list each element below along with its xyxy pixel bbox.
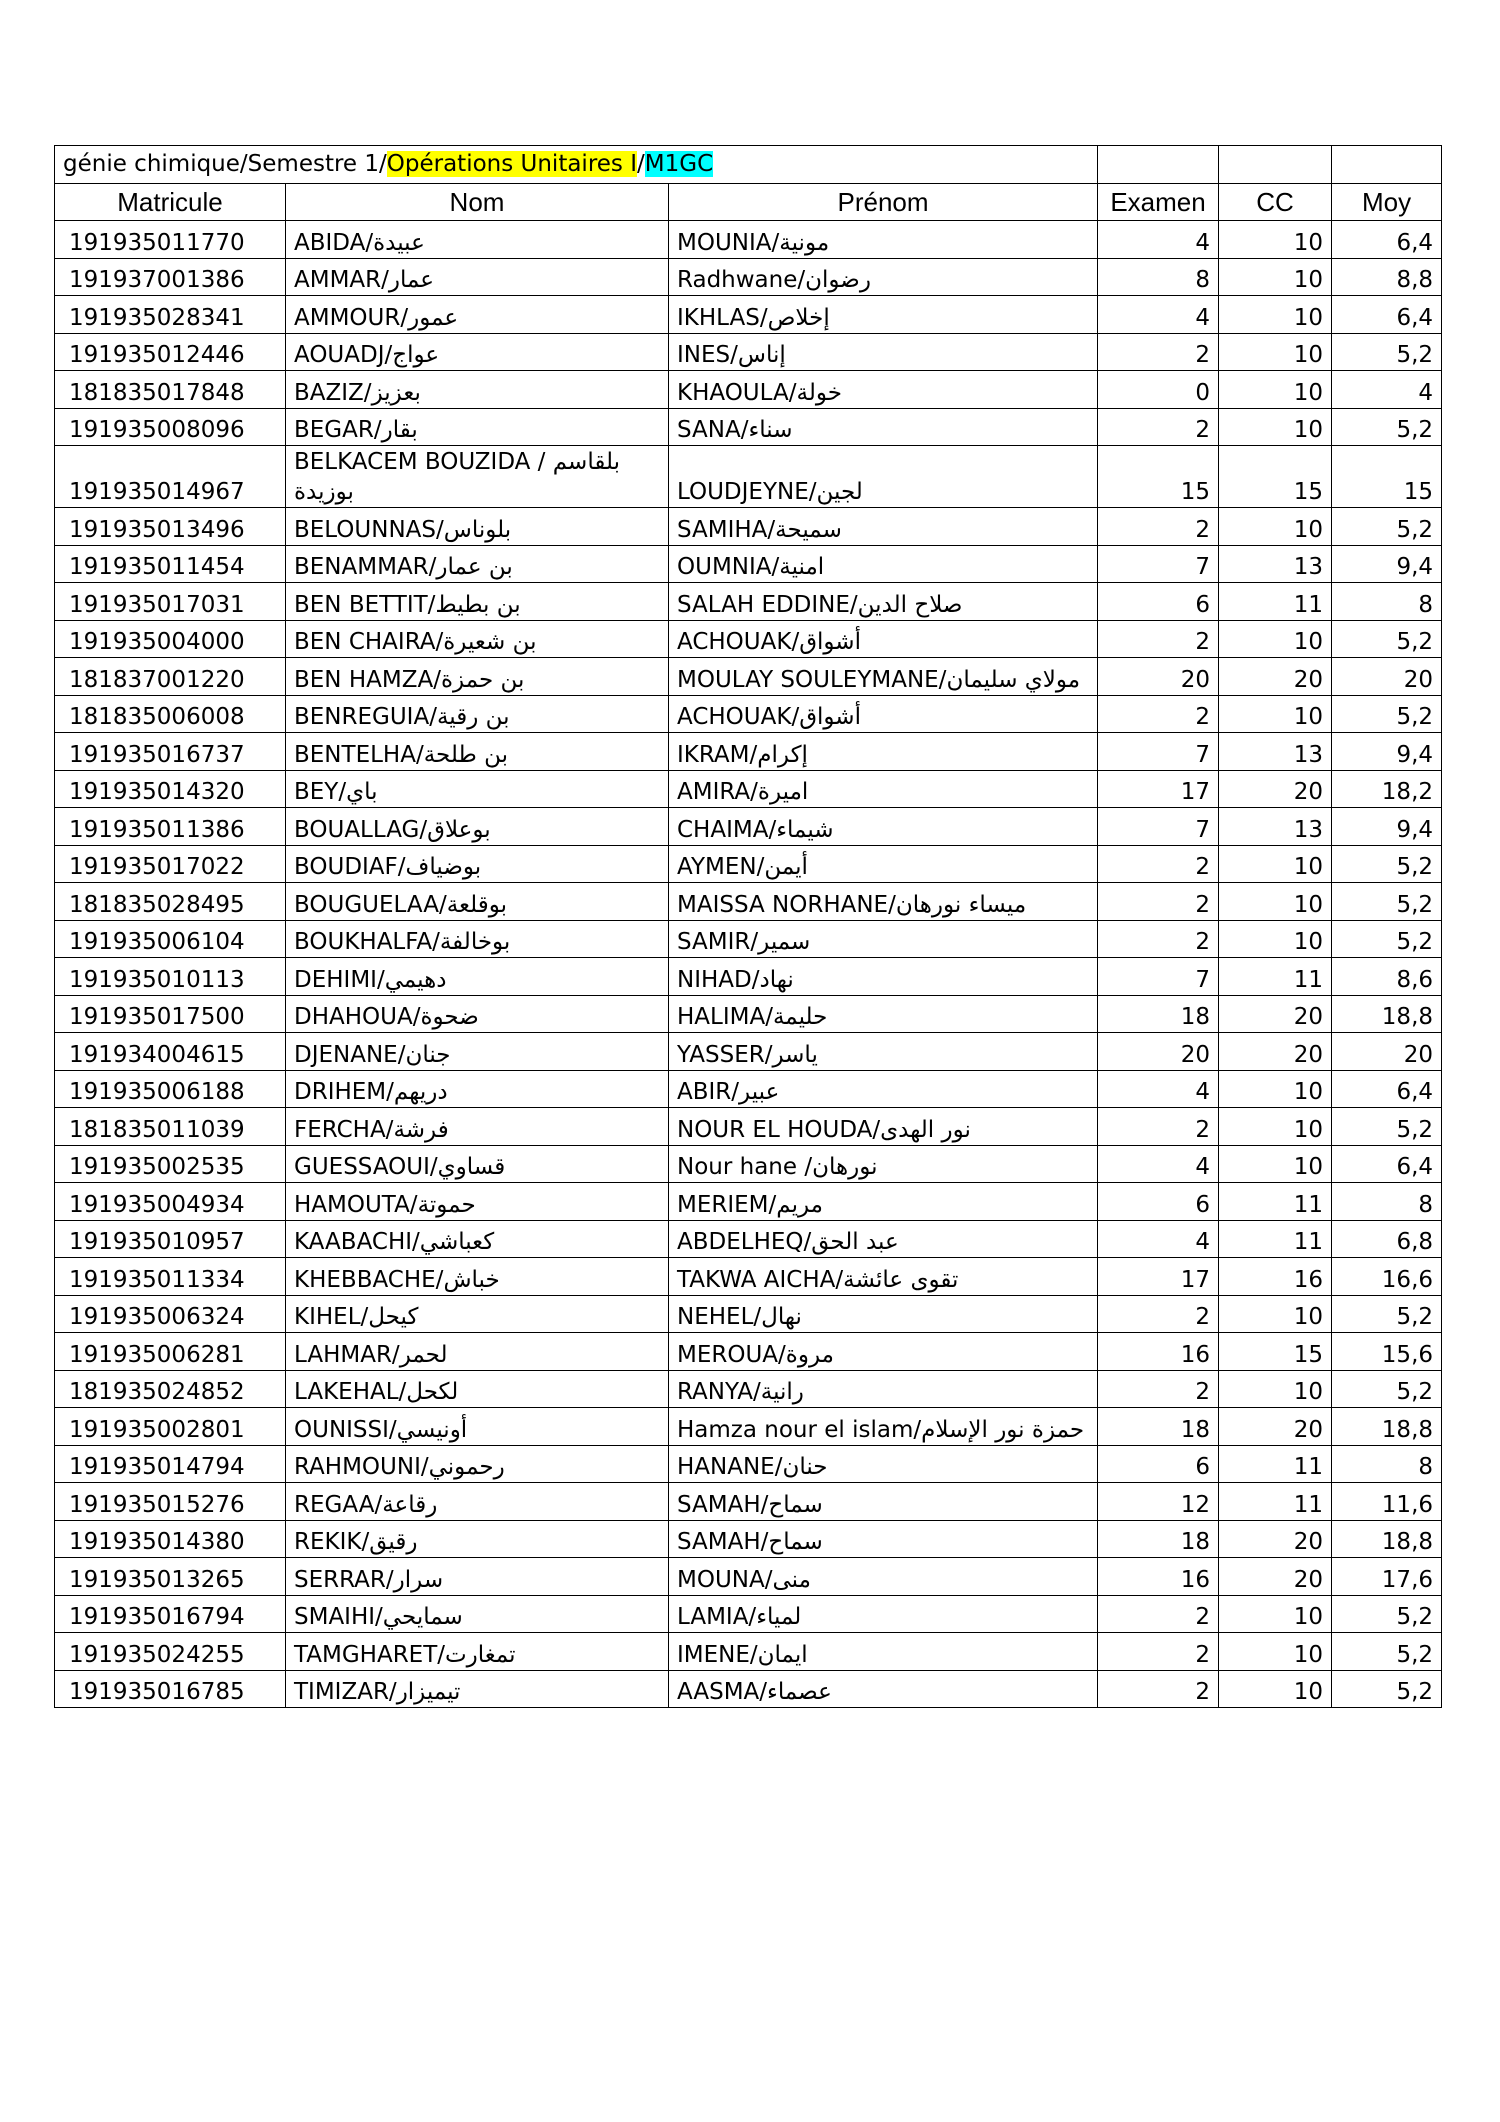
cell-nom: BENAMMAR/بن عمار (286, 545, 669, 583)
table-row (55, 545, 1442, 583)
cell-matricule: 191935006104 (55, 920, 286, 958)
cell-moy: 8,6 (1332, 958, 1442, 996)
cell-matricule: 191935012446 (55, 333, 286, 371)
cell-moy: 18,2 (1332, 770, 1442, 808)
table-row (55, 1483, 1442, 1521)
table-row (55, 1633, 1442, 1671)
cell-prenom: YASSER/ياسر (669, 1033, 1098, 1071)
cell-prenom: Radhwane/رضوان (669, 258, 1098, 296)
cell-matricule: 181835017848 (55, 371, 286, 409)
cell-prenom: AASMA/عصماء (669, 1670, 1098, 1708)
table-row (55, 1145, 1442, 1183)
cell-cc: 10 (1219, 920, 1332, 958)
cell-moy: 18,8 (1332, 1408, 1442, 1446)
cell-nom: AOUADJ/عواج (286, 333, 669, 371)
cell-examen: 7 (1098, 545, 1219, 583)
cell-matricule: 191935015276 (55, 1483, 286, 1521)
cell-prenom: ACHOUAK/أشواق (669, 695, 1098, 733)
cell-cc: 10 (1219, 508, 1332, 546)
cell-cc: 10 (1219, 371, 1332, 409)
table-row (55, 845, 1442, 883)
cell-nom: DHAHOUA/ضحوة (286, 995, 669, 1033)
cell-examen: 2 (1098, 1670, 1219, 1708)
cell-prenom: LAMIA/لمياء (669, 1595, 1098, 1633)
cell-nom: BEN CHAIRA/بن شعيرة (286, 620, 669, 658)
cell-prenom: AMIRA/اميرة (669, 770, 1098, 808)
cell-cc: 11 (1219, 1183, 1332, 1221)
cell-prenom: SAMIR/سمير (669, 920, 1098, 958)
cell-nom: HAMOUTA/حموتة (286, 1183, 669, 1221)
cell-examen: 18 (1098, 995, 1219, 1033)
table-row (55, 1520, 1442, 1558)
cell-moy: 8 (1332, 1183, 1442, 1221)
cell-prenom: SALAH EDDINE/صلاح الدين (669, 583, 1098, 621)
cell-cc: 20 (1219, 1558, 1332, 1596)
sheet-title (55, 146, 1098, 184)
cell-nom: BOUGUELAA/بوقلعة (286, 883, 669, 921)
cell-prenom: MEROUA/مروة (669, 1333, 1098, 1371)
cell-prenom: NEHEL/نهال (669, 1295, 1098, 1333)
cell-examen: 2 (1098, 883, 1219, 921)
table-row (55, 508, 1442, 546)
cell-examen: 6 (1098, 1183, 1219, 1221)
cell-nom: BAZIZ/بعزيز (286, 371, 669, 409)
cell-prenom: OUMNIA/امنية (669, 545, 1098, 583)
cell-examen: 2 (1098, 1295, 1219, 1333)
table-row (55, 958, 1442, 996)
header-prenom: Prénom (669, 183, 1098, 221)
table-row (55, 1595, 1442, 1633)
cell-matricule: 191935017500 (55, 995, 286, 1033)
cell-examen: 18 (1098, 1408, 1219, 1446)
table-row (55, 733, 1442, 771)
table-row (55, 446, 1442, 508)
cell-prenom: KHAOULA/خولة (669, 371, 1098, 409)
cell-nom: BEGAR/بقار (286, 408, 669, 446)
table-row (55, 770, 1442, 808)
title-separator: / (637, 151, 645, 178)
cell-matricule: 191935006324 (55, 1295, 286, 1333)
cell-nom: BENTELHA/بن طلحة (286, 733, 669, 771)
cell-moy: 15,6 (1332, 1333, 1442, 1371)
cell-cc: 11 (1219, 1220, 1332, 1258)
cell-examen: 7 (1098, 958, 1219, 996)
cell-nom: BELKACEM BOUZIDA / بلقاسم بوزيدة (286, 446, 669, 508)
cell-matricule: 191935016785 (55, 1670, 286, 1708)
table-row (55, 221, 1442, 259)
cell-prenom: MOUNA/منى (669, 1558, 1098, 1596)
cell-examen: 6 (1098, 1445, 1219, 1483)
cell-nom: KAABACHI/كعباشي (286, 1220, 669, 1258)
cell-cc: 10 (1219, 883, 1332, 921)
cell-examen: 7 (1098, 733, 1219, 771)
cell-matricule: 181835011039 (55, 1108, 286, 1146)
table-row (55, 1670, 1442, 1708)
table-row (55, 995, 1442, 1033)
cell-nom: LAHMAR/لحمر (286, 1333, 669, 1371)
cell-moy: 8 (1332, 583, 1442, 621)
table-row (55, 695, 1442, 733)
cell-nom: BOUALLAG/بوعلاق (286, 808, 669, 846)
cell-examen: 16 (1098, 1558, 1219, 1596)
cell-cc: 13 (1219, 733, 1332, 771)
cell-matricule: 191935006281 (55, 1333, 286, 1371)
cell-nom: KHEBBACHE/خباش (286, 1258, 669, 1296)
cell-nom: BEN HAMZA/بن حمزة (286, 658, 669, 696)
cell-moy: 5,2 (1332, 920, 1442, 958)
cell-moy: 18,8 (1332, 995, 1442, 1033)
cell-nom: SERRAR/سرار (286, 1558, 669, 1596)
cell-nom: BOUKHALFA/بوخالفة (286, 920, 669, 958)
cell-cc: 10 (1219, 408, 1332, 446)
cell-matricule: 181835006008 (55, 695, 286, 733)
cell-matricule: 191935017031 (55, 583, 286, 621)
title-row (55, 146, 1442, 184)
title-course-path: génie chimique/Semestre 1/ (63, 151, 387, 178)
cell-examen: 7 (1098, 808, 1219, 846)
cell-moy: 5,2 (1332, 1295, 1442, 1333)
cell-moy: 8 (1332, 1445, 1442, 1483)
cell-examen: 2 (1098, 508, 1219, 546)
cell-matricule: 191935008096 (55, 408, 286, 446)
cell-cc: 10 (1219, 221, 1332, 259)
cell-nom: TIMIZAR/تيميزار (286, 1670, 669, 1708)
cell-examen: 4 (1098, 1145, 1219, 1183)
empty-cell (1098, 146, 1219, 184)
cell-examen: 2 (1098, 1370, 1219, 1408)
cell-prenom: ABDELHEQ/عبد الحق (669, 1220, 1098, 1258)
cell-nom: LAKEHAL/لكحل (286, 1370, 669, 1408)
cell-prenom: IKHLAS/إخلاص (669, 296, 1098, 334)
cell-examen: 2 (1098, 1108, 1219, 1146)
table-row (55, 1070, 1442, 1108)
cell-matricule: 191935016794 (55, 1595, 286, 1633)
cell-examen: 2 (1098, 695, 1219, 733)
cell-prenom: HALIMA/حليمة (669, 995, 1098, 1033)
cell-cc: 10 (1219, 620, 1332, 658)
cell-moy: 20 (1332, 658, 1442, 696)
cell-cc: 20 (1219, 1408, 1332, 1446)
cell-prenom: INES/إناس (669, 333, 1098, 371)
cell-cc: 16 (1219, 1258, 1332, 1296)
cell-nom: TAMGHARET/تمغارت (286, 1633, 669, 1671)
table-row (55, 1258, 1442, 1296)
cell-matricule: 191935014967 (55, 446, 286, 508)
cell-moy: 5,2 (1332, 333, 1442, 371)
cell-cc: 11 (1219, 1483, 1332, 1521)
cell-prenom: SAMIHA/سميحة (669, 508, 1098, 546)
cell-prenom: IKRAM/إكرام (669, 733, 1098, 771)
cell-cc: 10 (1219, 1633, 1332, 1671)
cell-matricule: 181837001220 (55, 658, 286, 696)
cell-examen: 8 (1098, 258, 1219, 296)
cell-examen: 2 (1098, 333, 1219, 371)
table-row (55, 1445, 1442, 1483)
cell-prenom: NOUR EL HOUDA/نور الهدى (669, 1108, 1098, 1146)
table-row (55, 1295, 1442, 1333)
table-row (55, 883, 1442, 921)
cell-moy: 6,4 (1332, 1145, 1442, 1183)
cell-moy: 5,2 (1332, 1108, 1442, 1146)
cell-examen: 17 (1098, 770, 1219, 808)
header-matricule: Matricule (55, 183, 286, 221)
cell-examen: 20 (1098, 658, 1219, 696)
cell-moy: 16,6 (1332, 1258, 1442, 1296)
header-nom: Nom (286, 183, 669, 221)
cell-examen: 18 (1098, 1520, 1219, 1558)
cell-matricule: 191935017022 (55, 845, 286, 883)
cell-prenom: Nour hane /نورهان (669, 1145, 1098, 1183)
cell-matricule: 191935013496 (55, 508, 286, 546)
grades-table (54, 145, 1442, 1708)
cell-nom: OUNISSI/أونيسي (286, 1408, 669, 1446)
cell-matricule: 181835028495 (55, 883, 286, 921)
cell-examen: 2 (1098, 1595, 1219, 1633)
cell-nom: BEY/باي (286, 770, 669, 808)
table-row (55, 583, 1442, 621)
header-cc: CC (1219, 183, 1332, 221)
table-row (55, 333, 1442, 371)
cell-cc: 10 (1219, 258, 1332, 296)
table-row (55, 620, 1442, 658)
cell-prenom: CHAIMA/شيماء (669, 808, 1098, 846)
table-row (55, 1220, 1442, 1258)
cell-moy: 4 (1332, 371, 1442, 409)
table-row (55, 1183, 1442, 1221)
cell-cc: 20 (1219, 1033, 1332, 1071)
cell-moy: 5,2 (1332, 1633, 1442, 1671)
cell-prenom: HANANE/حنان (669, 1445, 1098, 1483)
table-row (55, 1108, 1442, 1146)
cell-moy: 9,4 (1332, 808, 1442, 846)
cell-moy: 15 (1332, 446, 1442, 508)
cell-cc: 20 (1219, 770, 1332, 808)
cell-examen: 2 (1098, 1633, 1219, 1671)
cell-moy: 5,2 (1332, 1595, 1442, 1633)
cell-matricule: 191935011454 (55, 545, 286, 583)
cell-moy: 5,2 (1332, 1370, 1442, 1408)
cell-cc: 10 (1219, 695, 1332, 733)
cell-prenom: SAMAH/سماح (669, 1483, 1098, 1521)
cell-cc: 20 (1219, 658, 1332, 696)
cell-cc: 10 (1219, 1145, 1332, 1183)
cell-matricule: 191935010113 (55, 958, 286, 996)
cell-moy: 5,2 (1332, 695, 1442, 733)
cell-nom: KIHEL/كيحل (286, 1295, 669, 1333)
cell-cc: 20 (1219, 995, 1332, 1033)
cell-cc: 13 (1219, 545, 1332, 583)
cell-examen: 12 (1098, 1483, 1219, 1521)
cell-prenom: LOUDJEYNE/لجين (669, 446, 1098, 508)
cell-moy: 11,6 (1332, 1483, 1442, 1521)
cell-examen: 2 (1098, 845, 1219, 883)
cell-nom: FERCHA/فرشة (286, 1108, 669, 1146)
cell-prenom: MAISSA NORHANE/ميساء نورهان (669, 883, 1098, 921)
table-row (55, 1558, 1442, 1596)
cell-moy: 6,4 (1332, 296, 1442, 334)
cell-cc: 10 (1219, 333, 1332, 371)
cell-matricule: 191935028341 (55, 296, 286, 334)
cell-nom: REGAA/رقاعة (286, 1483, 669, 1521)
cell-prenom: RANYA/رانية (669, 1370, 1098, 1408)
cell-matricule: 191934004615 (55, 1033, 286, 1071)
cell-prenom: MOUNIA/مونية (669, 221, 1098, 259)
cell-nom: GUESSAOUI/قساوي (286, 1145, 669, 1183)
cell-cc: 10 (1219, 845, 1332, 883)
cell-moy: 9,4 (1332, 545, 1442, 583)
cell-moy: 8,8 (1332, 258, 1442, 296)
table-row (55, 1333, 1442, 1371)
cell-cc: 20 (1219, 1520, 1332, 1558)
cell-nom: ABIDA/عبيدة (286, 221, 669, 259)
table-row (55, 371, 1442, 409)
cell-prenom: SANA/سناء (669, 408, 1098, 446)
cell-examen: 2 (1098, 920, 1219, 958)
cell-prenom: IMENE/ايمان (669, 1633, 1098, 1671)
cell-moy: 9,4 (1332, 733, 1442, 771)
cell-matricule: 191935013265 (55, 1558, 286, 1596)
cell-cc: 15 (1219, 446, 1332, 508)
cell-nom: AMMAR/عمار (286, 258, 669, 296)
cell-examen: 4 (1098, 296, 1219, 334)
cell-moy: 6,4 (1332, 221, 1442, 259)
cell-prenom: ACHOUAK/أشواق (669, 620, 1098, 658)
cell-matricule: 191935010957 (55, 1220, 286, 1258)
cell-moy: 5,2 (1332, 620, 1442, 658)
cell-nom: REKIK/رقيق (286, 1520, 669, 1558)
cell-matricule: 191937001386 (55, 258, 286, 296)
cell-nom: BENREGUIA/بن رقية (286, 695, 669, 733)
cell-matricule: 191935011386 (55, 808, 286, 846)
cell-cc: 10 (1219, 1595, 1332, 1633)
cell-cc: 11 (1219, 583, 1332, 621)
header-examen: Examen (1098, 183, 1219, 221)
cell-moy: 20 (1332, 1033, 1442, 1071)
cell-moy: 5,2 (1332, 1670, 1442, 1708)
table-row (55, 408, 1442, 446)
header-moy: Moy (1332, 183, 1442, 221)
cell-moy: 5,2 (1332, 508, 1442, 546)
cell-prenom: TAKWA AICHA/تقوى عائشة (669, 1258, 1098, 1296)
table-row (55, 808, 1442, 846)
cell-moy: 5,2 (1332, 883, 1442, 921)
cell-examen: 0 (1098, 371, 1219, 409)
cell-cc: 10 (1219, 1370, 1332, 1408)
cell-cc: 10 (1219, 1070, 1332, 1108)
table-row (55, 658, 1442, 696)
cell-examen: 4 (1098, 1220, 1219, 1258)
cell-moy: 5,2 (1332, 408, 1442, 446)
cell-nom: DRIHEM/دريهم (286, 1070, 669, 1108)
cell-matricule: 191935016737 (55, 733, 286, 771)
cell-matricule: 191935002535 (55, 1145, 286, 1183)
cell-nom: BOUDIAF/بوضياف (286, 845, 669, 883)
cell-examen: 15 (1098, 446, 1219, 508)
cell-matricule: 191935024255 (55, 1633, 286, 1671)
cell-matricule: 191935004000 (55, 620, 286, 658)
cell-matricule: 191935014794 (55, 1445, 286, 1483)
cell-examen: 2 (1098, 620, 1219, 658)
cell-prenom: Hamza nour el islam/حمزة نور الإسلام (669, 1408, 1098, 1446)
cell-examen: 6 (1098, 583, 1219, 621)
cell-moy: 6,8 (1332, 1220, 1442, 1258)
cell-prenom: MERIEM/مريم (669, 1183, 1098, 1221)
cell-examen: 4 (1098, 221, 1219, 259)
cell-examen: 17 (1098, 1258, 1219, 1296)
cell-moy: 5,2 (1332, 845, 1442, 883)
cell-nom: BEN BETTIT/بن بطيط (286, 583, 669, 621)
cell-cc: 10 (1219, 1295, 1332, 1333)
cell-examen: 2 (1098, 408, 1219, 446)
table-body (55, 221, 1442, 1708)
cell-cc: 15 (1219, 1333, 1332, 1371)
cell-nom: RAHMOUNI/رحموني (286, 1445, 669, 1483)
cell-cc: 10 (1219, 296, 1332, 334)
cell-cc: 13 (1219, 808, 1332, 846)
empty-cell (1332, 146, 1442, 184)
cell-prenom: MOULAY SOULEYMANE/مولاي سليمان (669, 658, 1098, 696)
cell-prenom: NIHAD/نهاد (669, 958, 1098, 996)
cell-examen: 16 (1098, 1333, 1219, 1371)
cell-cc: 10 (1219, 1108, 1332, 1146)
cell-examen: 20 (1098, 1033, 1219, 1071)
cell-matricule: 191935014320 (55, 770, 286, 808)
cell-examen: 4 (1098, 1070, 1219, 1108)
table-row (55, 1370, 1442, 1408)
cell-moy: 17,6 (1332, 1558, 1442, 1596)
cell-cc: 11 (1219, 958, 1332, 996)
title-module-name: Opérations Unitaires I (386, 151, 638, 178)
empty-cell (1219, 146, 1332, 184)
cell-nom: AMMOUR/عمور (286, 296, 669, 334)
header-row (55, 183, 1442, 221)
cell-matricule: 191935006188 (55, 1070, 286, 1108)
cell-nom: BELOUNNAS/بلوناس (286, 508, 669, 546)
cell-matricule: 181935024852 (55, 1370, 286, 1408)
cell-cc: 11 (1219, 1445, 1332, 1483)
cell-moy: 6,4 (1332, 1070, 1442, 1108)
cell-moy: 18,8 (1332, 1520, 1442, 1558)
cell-matricule: 191935011334 (55, 1258, 286, 1296)
cell-nom: DJENANE/جنان (286, 1033, 669, 1071)
table-row (55, 296, 1442, 334)
table-row (55, 258, 1442, 296)
cell-prenom: SAMAH/سماح (669, 1520, 1098, 1558)
cell-matricule: 191935014380 (55, 1520, 286, 1558)
cell-matricule: 191935002801 (55, 1408, 286, 1446)
cell-matricule: 191935004934 (55, 1183, 286, 1221)
cell-cc: 10 (1219, 1670, 1332, 1708)
table-row (55, 920, 1442, 958)
cell-nom: SMAIHI/سمايحي (286, 1595, 669, 1633)
title-level-code: M1GC (644, 151, 714, 178)
table-row (55, 1408, 1442, 1446)
cell-matricule: 191935011770 (55, 221, 286, 259)
cell-prenom: ABIR/عبير (669, 1070, 1098, 1108)
cell-nom: DEHIMI/دهيمي (286, 958, 669, 996)
cell-prenom: AYMEN/أيمن (669, 845, 1098, 883)
table-row (55, 1033, 1442, 1071)
